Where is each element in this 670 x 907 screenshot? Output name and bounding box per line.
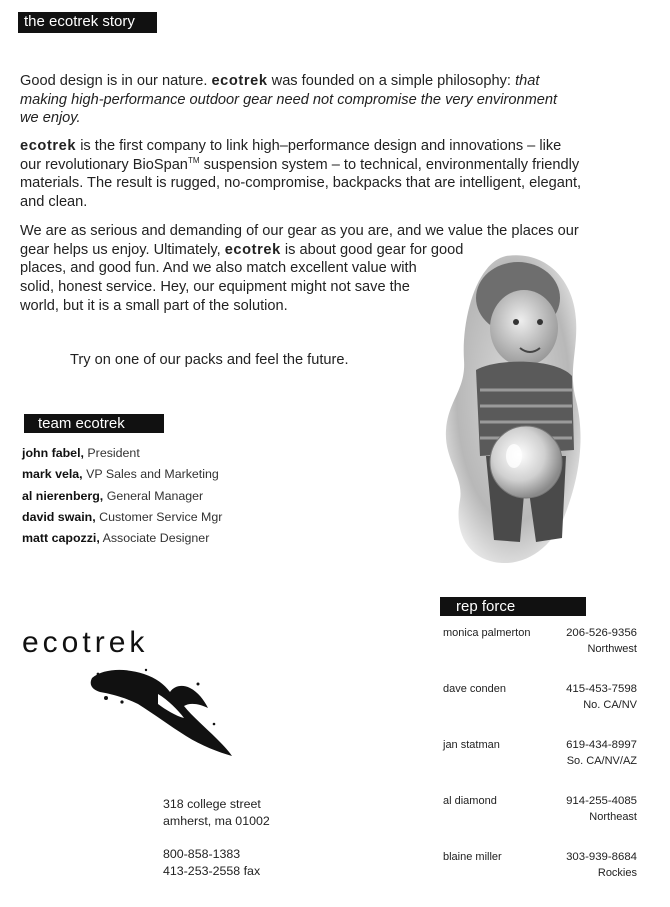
story-p2-line-1 [20,137,650,156]
rep-region: Northeast [589,811,637,823]
story-p1-line-3 [20,109,650,128]
story-paragraph-2 [20,137,650,212]
rep-name: al diamond [443,795,497,807]
team-list [22,446,222,552]
story-p1-line-1 [20,72,650,91]
team-member [22,489,222,510]
rep-region: No. CA/NV [583,699,637,711]
member-name: matt capozzi, [22,531,100,546]
brush-stroke-logo-icon [86,664,234,760]
story-p1-brand: ecotrek [211,73,268,89]
story-p3-line-1: We are as serious and demanding of our gear as you are, and we value the places our [20,223,579,239]
company-address [163,796,270,879]
story-p3-line2b: is about good gear for good [284,241,464,258]
rep-name: jan statman [443,739,500,751]
rep-force-heading: rep force [440,597,586,616]
rep-entry [443,683,643,739]
member-role: VP Sales and Marketing [86,467,219,482]
rep-entry [443,739,643,795]
member-role: President [87,446,140,460]
rep-phone: 914-255-4085 [566,795,637,807]
story-p1-italic-b: making high-performance outdoor gear need not compromise the very environment [20,91,558,108]
team-member [22,531,222,552]
story-p2-line1: is the first company to link high–performance design and innovations – like [80,138,562,154]
member-name: david swain, [22,509,96,524]
story-p1-italic-a: that [515,73,540,89]
team-heading: team ecotrek [24,414,164,433]
story-p2-line-3: materials. The result is rugged, no-compromise, backpacks that are intelligent, elegant, [20,175,582,192]
rep-entry [443,851,643,907]
story-p3-brand: ecotrek [224,241,281,258]
story-p3-line-5: world, but it is a small part of the solution. [20,297,288,314]
story-p1-lead: Good design is in our nature. [20,73,208,89]
face [490,290,558,366]
story-p3-line-3: places, and good fun. And we also match excellent value with [20,260,417,277]
team-member [22,510,222,531]
story-tagline: Try on one of our packs and feel the future. [70,352,349,368]
address-phone: 800-858-1383 [163,847,241,861]
rep-name: monica palmerton [443,627,531,639]
story-heading: the ecotrek story [18,12,157,33]
member-role: General Manager [106,488,204,503]
story-p2-brand: ecotrek [20,138,77,154]
brand-wordmark: ecotrek [22,626,149,659]
rep-name: dave conden [443,683,506,695]
member-name: mark vela, [22,467,83,482]
rep-entry [443,795,643,851]
story-p2-line2b: suspension system – to technical, environmentally friendly [203,156,580,173]
rep-entry [443,627,643,683]
story-p3-line-4: solid, honest service. Hey, our equipment might not save the [20,279,410,296]
member-role: Customer Service Mgr [99,509,223,524]
rep-list [443,627,643,907]
rep-region: So. CA/NV/AZ [566,755,637,767]
address-street: 318 college street [163,797,261,811]
address-fax: 413-253-2558 fax [163,863,261,878]
rep-region: Rockies [597,867,637,879]
story-p3-line2a: gear helps us enjoy. Ultimately, [20,241,221,258]
story-p1-line-2 [20,91,650,110]
trademark-mark: TM [187,155,200,165]
story-paragraph-1 [20,72,650,128]
rep-region: Northwest [587,643,637,655]
address-city: amherst, ma 01002 [163,813,270,828]
member-name: al nierenberg, [22,488,104,503]
rep-name: blaine miller [443,851,502,863]
story-p1-text: was founded on a simple philosophy: [271,73,511,89]
story-p2-line-4: and clean. [20,194,88,211]
team-member [22,467,222,488]
team-member [22,446,222,467]
rep-phone: 206-526-9356 [566,627,637,639]
story-p1-italic-c: we enjoy. [20,110,81,127]
rep-phone: 415-453-7598 [566,683,637,695]
member-name: john fabel, [22,446,84,460]
ball [490,426,562,498]
child-photo [436,250,586,568]
story-p2-line-2 [20,156,650,175]
member-role: Associate Designer [102,531,210,546]
story-p2-line2a: our revolutionary BioSpan [20,156,188,173]
rep-phone: 619-434-8997 [566,739,637,751]
rep-phone: 303-939-8684 [566,851,637,863]
